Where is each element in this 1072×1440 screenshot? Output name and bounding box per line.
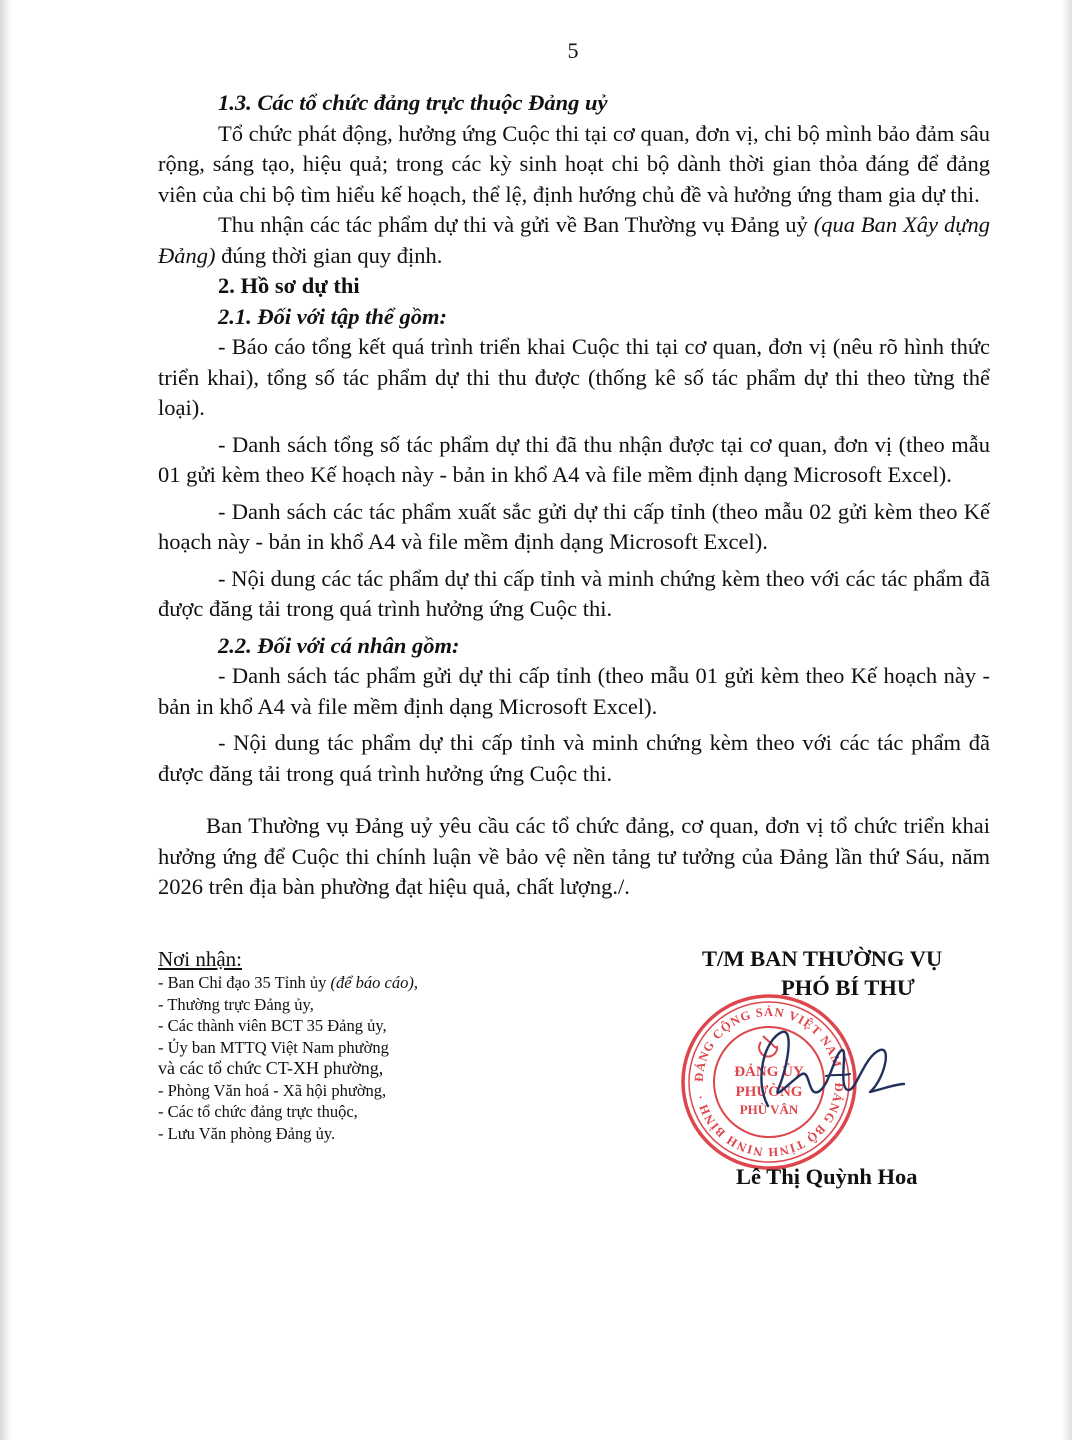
section-1-3-heading: 1.3. Các tổ chức đảng trực thuộc Đảng uỷ	[218, 90, 608, 115]
recipient-line: - Thường trực Đảng ủy,	[158, 994, 314, 1014]
section-2-1-item: - Nội dung các tác phẩm dự thi cấp tỉnh và minh chứng kèm theo với các tác phẩm đã được đăng tải trong quá trình hưởng ứng Cuộc thi.	[158, 565, 990, 621]
page-shadow-left	[0, 0, 12, 1440]
signature-title: T/M BAN THƯỜNG VỤ	[702, 946, 943, 971]
recipient-line: - Lưu Văn phòng Đảng ủy.	[158, 1123, 336, 1143]
section-2-1-item: - Danh sách tổng số tác phẩm dự thi đã thu nhận được tại cơ quan, đơn vị (theo mẫu 01 gửi kèm theo Kế hoạch này - bản in khổ A4 và file mềm định dạng Microsoft Excel).	[158, 431, 990, 487]
seal-line-3: PHÙ VÂN	[739, 1102, 799, 1117]
section-2-2-heading: 2.2. Đối với cá nhân gồm:	[218, 632, 460, 658]
section-2-2-item: - Danh sách tác phẩm gửi dự thi cấp tỉnh (theo mẫu 01 gửi kèm theo Kế hoạch này - bản in khổ A4 và file mềm định dạng Microsoft Excel).	[158, 663, 990, 719]
seal-line-1: ĐẢNG ỦY	[734, 1064, 804, 1080]
signer-name: Lê Thị Quỳnh Hoa	[736, 1164, 918, 1189]
section-2-heading: 2. Hồ sơ dự thi	[218, 273, 360, 298]
page-shadow-right	[1062, 0, 1072, 1440]
seal-outer-text: ĐẢNG CỘNG SẢN VIỆT NAM · ĐẢNG BỘ TỈNH NINH BÌNH ·	[691, 1004, 847, 1160]
recipient-line: - Ủy ban MTTQ Việt Nam phường	[158, 1037, 389, 1057]
recipients-title: Nơi nhận:	[158, 947, 243, 971]
closing-paragraph: Ban Thường vụ Đảng uỷ yêu cầu các tổ chức đảng, cơ quan, đơn vị tổ chức triển khai hưởng ứng để Cuộc thi chính luận về bảo vệ nền tảng tư tưởng của Đảng lần thứ Sáu, năm 2026 trên địa bàn phường đạt hiệu quả, chất lượng./.	[158, 813, 990, 899]
recipient-line: và các tổ chức CT-XH phường,	[158, 1058, 384, 1078]
section-2-1-heading: 2.1. Đối với tập thể gồm:	[218, 303, 447, 329]
page-number: 5	[567, 38, 579, 63]
section-2-1-item: - Báo cáo tổng kết quá trình triển khai Cuộc thi tại cơ quan, đơn vị (nêu rõ hình thức triển khai), tổng số tác phẩm dự thi thu được (thống kê số tác phẩm dự thi theo từng thể loại).	[158, 334, 990, 420]
document-body	[158, 88, 990, 903]
recipients-block	[158, 946, 628, 1144]
signature-position: PHÓ BÍ THƯ	[781, 975, 915, 1000]
recipient-line: - Các thành viên BCT 35 Đảng ủy,	[158, 1016, 387, 1035]
recipient-line: - Các tổ chức đảng trực thuộc,	[158, 1102, 358, 1121]
section-1-3-paragraph-1: Tổ chức phát động, hưởng ứng Cuộc thi tại cơ quan, đơn vị, chi bộ mình bảo đảm sâu rộng, sáng tạo, hiệu quả; trong các kỳ sinh hoạt chi bộ dành thời gian thỏa đáng để đảng viên của chi bộ tìm hiểu kế hoạch, thể lệ, định hướng chủ đề và hưởng ứng tham gia dự thi.	[158, 120, 990, 207]
handwritten-signature	[730, 1010, 910, 1120]
recipient-line: - Phòng Văn hoá - Xã hội phường,	[158, 1080, 387, 1100]
section-1-3-paragraph-2: Thu nhận các tác phẩm dự thi và gửi về Ban Thường vụ Đảng uỷ (qua Ban Xây dựng Đảng) đúng thời gian quy định.	[158, 212, 990, 268]
section-2-2-item: - Nội dung tác phẩm dự thi cấp tỉnh và minh chứng kèm theo với các tác phẩm đã được đăng tải trong quá trình hưởng ứng Cuộc thi.	[158, 730, 990, 786]
recipient-line: - Ban Chỉ đạo 35 Tỉnh ủy (để báo cáo),	[158, 973, 418, 992]
section-2-1-item: - Danh sách các tác phẩm xuất sắc gửi dự thi cấp tỉnh (theo mẫu 02 gửi kèm theo Kế hoạch này - bản in khổ A4 và file mềm định dạng Microsoft Excel).	[158, 498, 990, 554]
seal-line-2: PHƯỜNG	[735, 1084, 803, 1100]
